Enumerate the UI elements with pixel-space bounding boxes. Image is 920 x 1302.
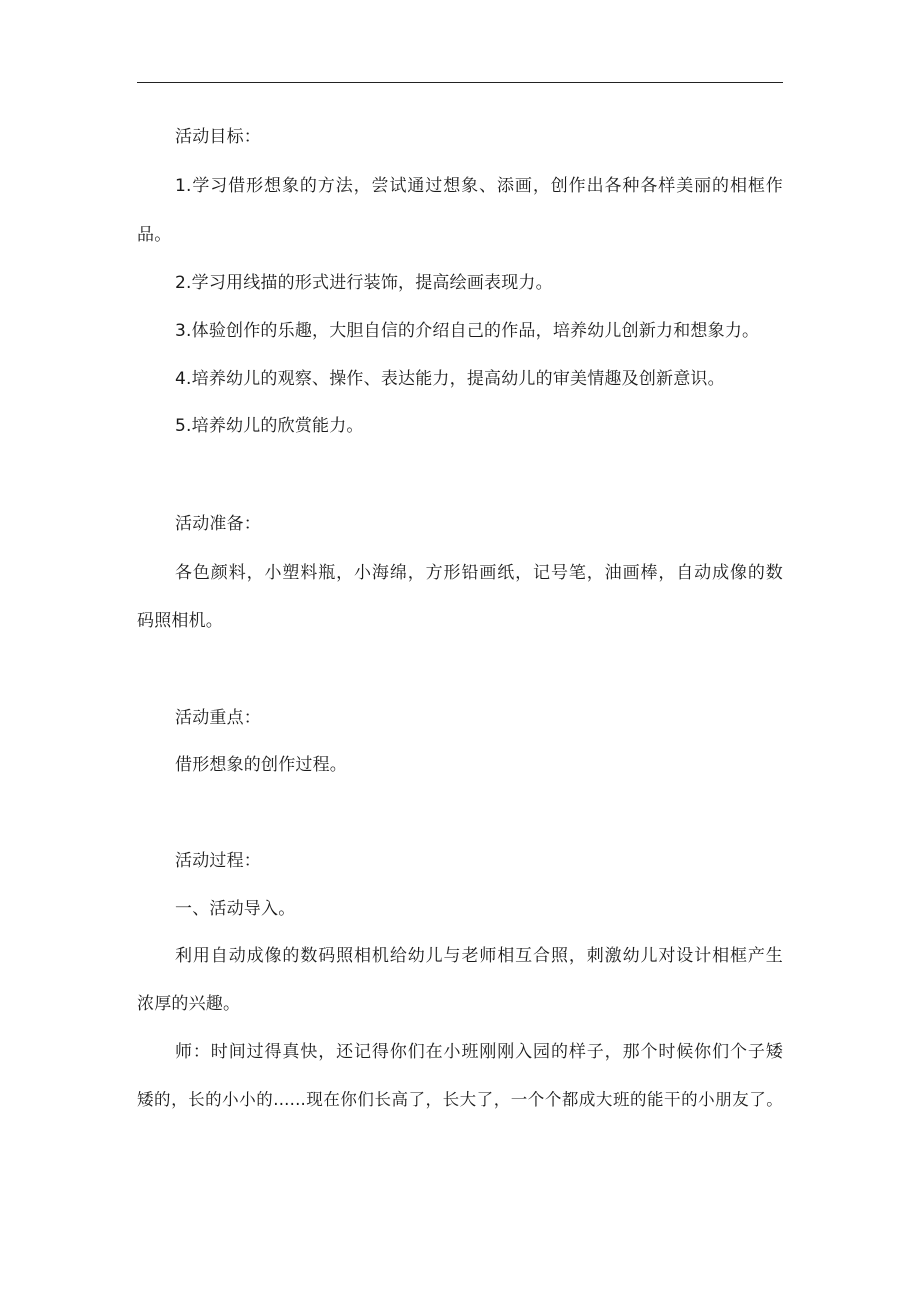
process-paragraph-1-line-1: 利用自动成像的数码照相机给幼儿与老师相互合照，刺激幼儿对设计相框产生 — [175, 946, 783, 966]
goal-item-1-line-2: 品。 — [137, 225, 172, 245]
goal-item-3: 3.体验创作的乐趣，大胆自信的介绍自己的作品，培养幼儿创新力和想象力。 — [175, 321, 760, 341]
section-heading-preparation: 活动准备： — [175, 514, 261, 534]
goal-item-5: 5.培养幼儿的欣赏能力。 — [175, 416, 364, 436]
focus-text: 借形想象的创作过程。 — [175, 755, 347, 775]
section-heading-focus: 活动重点： — [175, 708, 261, 728]
goal-item-1-line-1: 1.学习借形想象的方法，尝试通过想象、添画，创作出各种各样美丽的相框作 — [175, 176, 783, 196]
header-rule — [137, 82, 783, 83]
preparation-line-2: 码照相机。 — [137, 611, 223, 631]
process-step-1-title: 一、活动导入。 — [175, 899, 296, 919]
process-paragraph-2-line-1: 师：时间过得真快，还记得你们在小班刚刚入园的样子，那个时候你们个子矮 — [175, 1042, 783, 1062]
goal-item-4: 4.培养幼儿的观察、操作、表达能力，提高幼儿的审美情趣及创新意识。 — [175, 369, 725, 389]
preparation-line-1: 各色颜料，小塑料瓶，小海绵，方形铅画纸，记号笔，油画棒，自动成像的数 — [175, 563, 783, 583]
goal-item-2: 2.学习用线描的形式进行装饰，提高绘画表现力。 — [175, 273, 553, 293]
section-heading-goals: 活动目标： — [175, 127, 261, 147]
section-heading-process: 活动过程： — [175, 851, 261, 871]
process-paragraph-1-line-2: 浓厚的兴趣。 — [137, 994, 241, 1014]
process-paragraph-2-line-2: 矮的，长的小小的......现在你们长高了，长大了，一个个都成大班的能干的小朋友了。 — [137, 1090, 783, 1109]
